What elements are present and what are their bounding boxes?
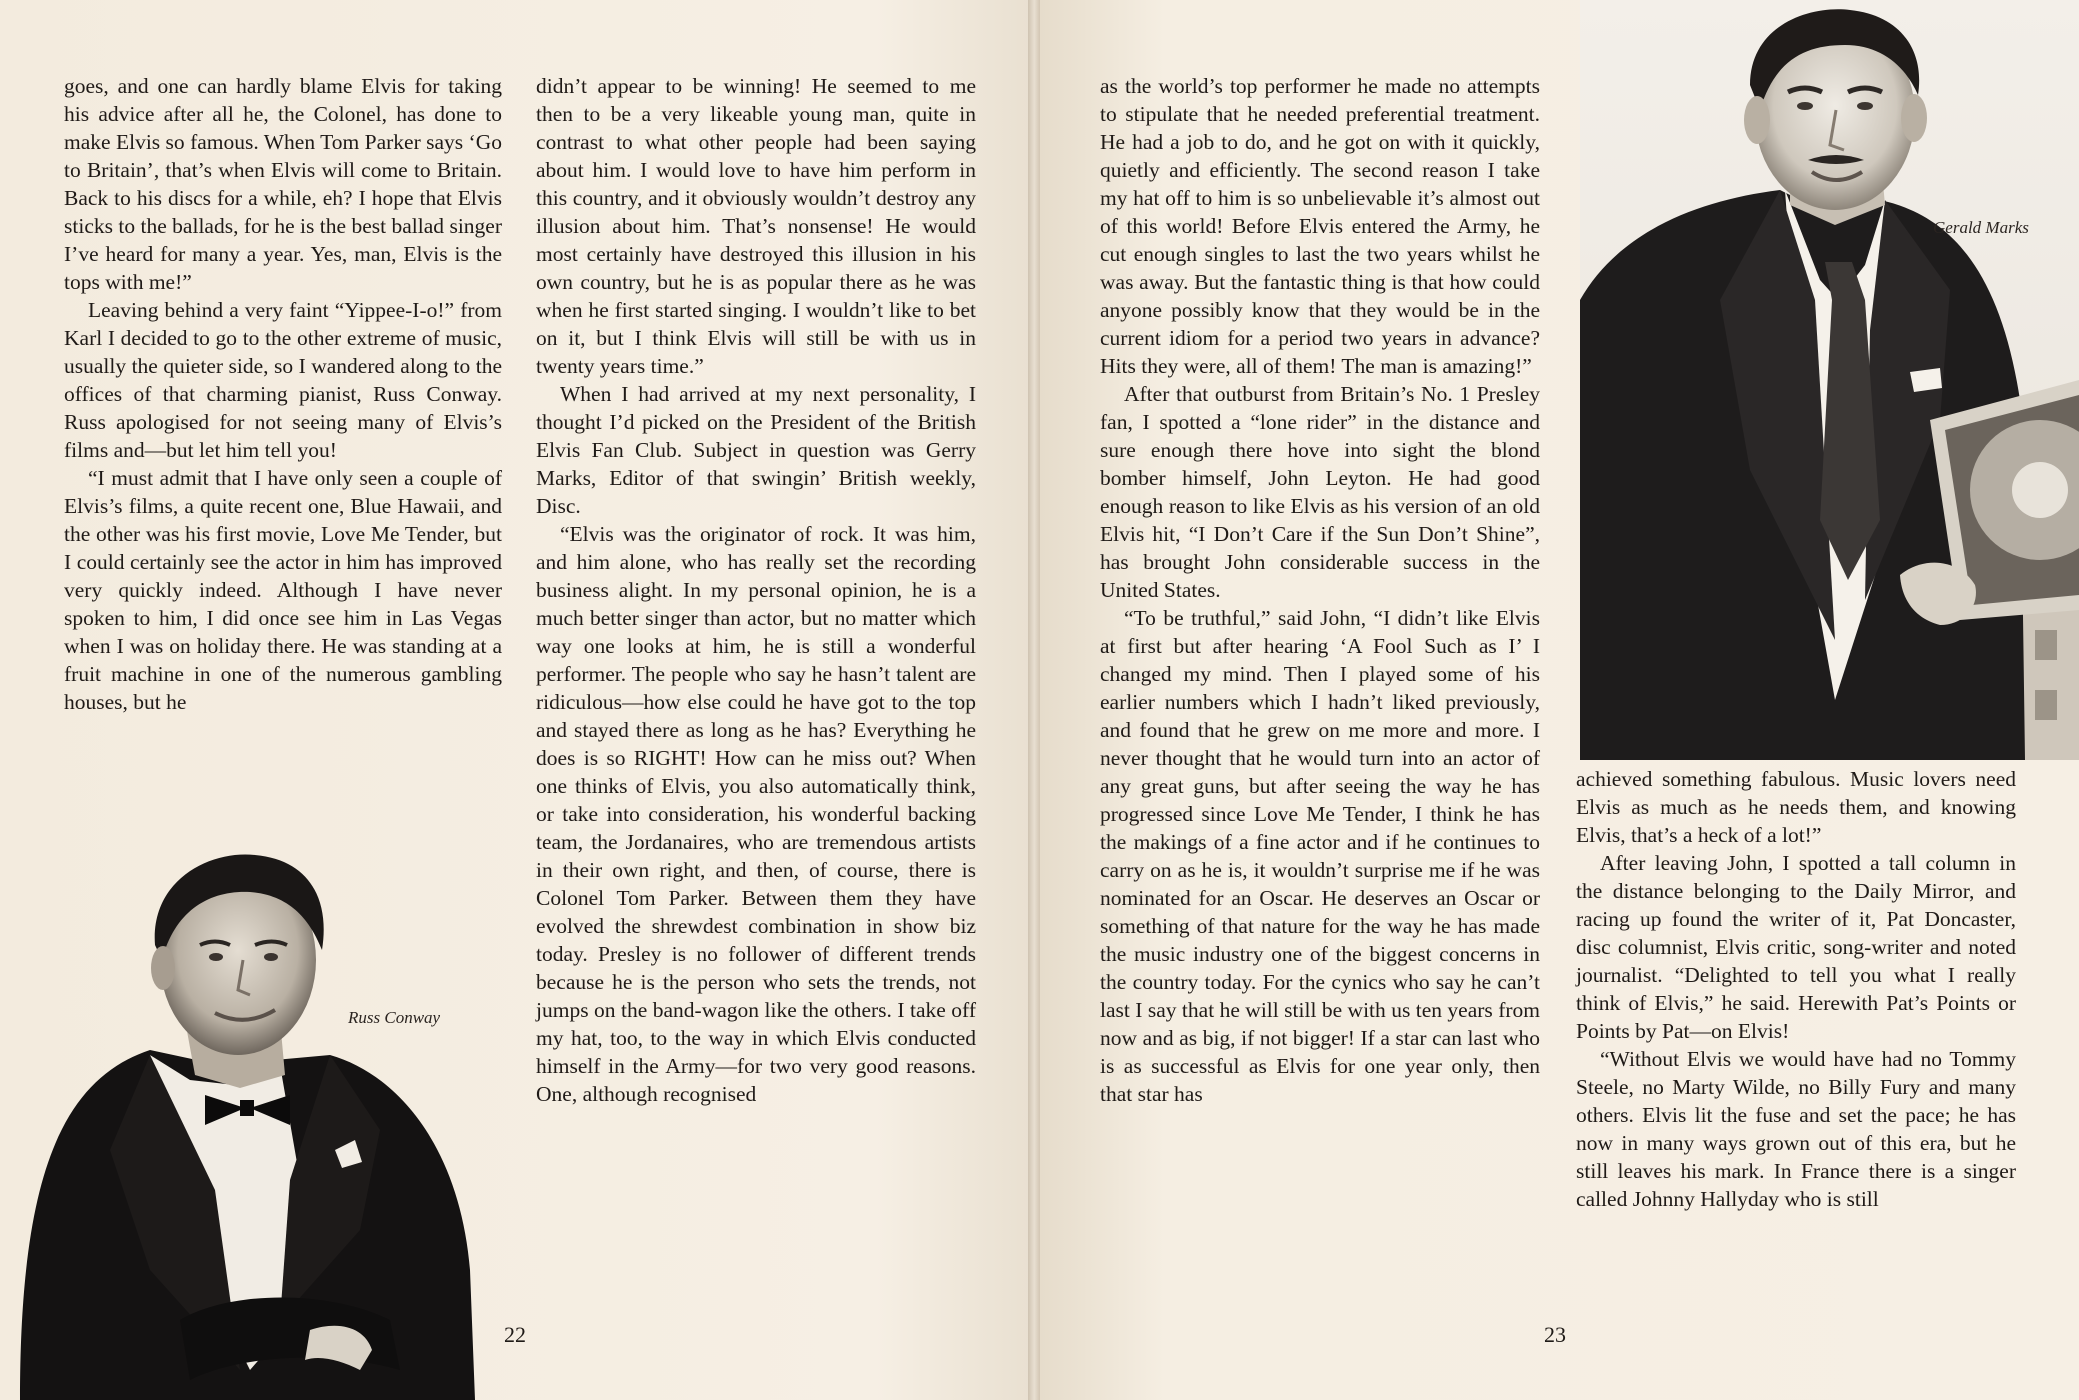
- paragraph: Leaving behind a very faint “Yippee-I-o!” from Karl I decided to go to the other extreme of music, usually the quieter side, so I wandered along to the offices of that charming pianist, Russ Conway. Russ apologised for not seeing many of Elvis’s films and—but let him tell you!: [64, 298, 502, 462]
- photo-caption: Gerald Marks: [1933, 218, 2029, 237]
- paragraph: “Elvis was the originator of rock. It was him, and him alone, who has really set the recording business alight. In my personal opinion, he is a much better singer than actor, but no matter which way one looks at him, he is still a wonderful performer. The people who say he hasn’t talent are ridiculous—how else could he have got to the top and stayed there as long as he has? Everything he does is so RIGHT! How can he miss out? When one thinks of Elvis, you also automatically think, or take into consideration, his wonderful backing team, the Jordanaires, who are tremendous artists in their own right, and then, of course, there is Colonel Tom Parker. Between them they have evolved the shrewdest combination in show biz today. Presley is no follower of different trends because he is the person who sets the trends, not jumps on the band-wagon like the others. I take off my hat, too, to the way in which Elvis conducted himself in the Army—for two very good reasons. One, although recognised: [536, 522, 976, 1106]
- right-page: [1040, 0, 2079, 1400]
- paragraph: When I had arrived at my next personality, I thought I’d picked on the President of the British Elvis Fan Club. Subject in question was Gerry Marks, Editor of that swingin’ British weekly, Disc.: [536, 382, 976, 518]
- photo-caption: Russ Conway: [348, 1008, 441, 1027]
- paragraph: “Without Elvis we would have had no Tommy Steele, no Marty Wilde, no Billy Fury and many others. Elvis lit the fuse and set the pace; he has now in many ways grown out of this era, but he still leaves his mark. In France there is a singer called Johnny Hallyday who is still: [1576, 1047, 2016, 1211]
- column-3: [1100, 72, 1540, 1108]
- paragraph: “I must admit that I have only seen a couple of Elvis’s films, a quite recent one, Blue Hawaii, and the other was his first movie, Love Me Tender, but I could certainly see the actor in him has improved very quickly indeed. Although I have never spoken to him, I did once see him in Las Vegas when I was on holiday there. He was standing at a fruit machine in one of the numerous gambling houses, but he: [64, 466, 502, 714]
- paragraph: as the world’s top performer he made no attempts to stipulate that he needed preferential treatment. He had a job to do, and he got on with it quickly, quietly and efficiently. The second reason I take my hat off to him is so unbelievable it’s almost out of this world! Before Elvis entered the Army, he cut enough singles to last the two years whilst he was away. But the fantastic thing is that how could anyone possibly know that they would be in the current idiom for a period two years in advance? Hits they were, all of them! The man is amazing!”: [1100, 74, 1540, 378]
- gerald-marks-photo: [1580, 0, 2079, 760]
- column-4: [1576, 765, 2016, 1213]
- paragraph: didn’t appear to be winning! He seemed to me then to be a very likeable young man, quite in contrast to what other people had been saying about him. I would love to have him perform in this country, and it obviously wouldn’t destroy any illusion about him. That’s nonsense! He would most certainly have destroyed this illusion in his own country, but he is as popular there as he was when he first started singing. I wouldn’t like to bet on it, but I think Elvis will still be with us in twenty years time.”: [536, 74, 976, 378]
- russ-conway-photo: [0, 850, 500, 1400]
- paragraph: “To be truthful,” said John, “I didn’t like Elvis at first but after hearing ‘A Fool Such as I’ I changed my mind. Then I played some of his earlier numbers which I hadn’t liked previously, and found that he grew on me more and more. I never thought that he would turn into an actor of any great guns, but after seeing the way he has progressed since Love Me Tender, I think he has the makings of a fine actor and if he continues to carry on as he is, it wouldn’t surprise me if he was nominated for an Oscar. He deserves an Oscar or something of that nature for the way he has made the music industry one of the biggest concerns in the country today. For the cynics who say he can’t last I say that he will still be with us ten years from now and as big, if not bigger! If a star can last who is as successful as Elvis for one year only, then that star has: [1100, 606, 1540, 1106]
- page-number: 23: [1544, 1322, 1566, 1347]
- paragraph: achieved something fabulous. Music lovers need Elvis as much as he needs them, and knowing Elvis, that’s a heck of a lot!”: [1576, 767, 2016, 847]
- paragraph: After that outburst from Britain’s No. 1 Presley fan, I spotted a “lone rider” in the distance and sure enough there hove into sight the blond bomber himself, John Leyton. He had good enough reason to like Elvis as his version of an old Elvis hit, “I Don’t Care if the Sun Don’t Shine”, has brought John considerable success in the United States.: [1100, 382, 1540, 602]
- column-1: [64, 72, 502, 716]
- page-number: 22: [504, 1322, 526, 1347]
- left-page: [0, 0, 1030, 1400]
- paragraph: After leaving John, I spotted a tall column in the distance belonging to the Daily Mirror, and racing up found the writer of it, Pat Doncaster, disc columnist, Elvis critic, song-writer and noted journalist. “Delighted to tell you what I really think of Elvis,” he said. Herewith Pat’s Points or Points by Pat—on Elvis!: [1576, 851, 2016, 1043]
- paragraph: goes, and one can hardly blame Elvis for taking his advice after all he, the Colonel, has done to make Elvis so famous. When Tom Parker says ‘Go to Britain’, that’s when Elvis will come to Britain. Back to his discs for a while, eh? I hope that Elvis sticks to the ballads, for he is the best ballad singer I’ve heard for many a year. Yes, man, Elvis is the tops with me!”: [64, 74, 502, 294]
- column-2: [536, 72, 976, 1108]
